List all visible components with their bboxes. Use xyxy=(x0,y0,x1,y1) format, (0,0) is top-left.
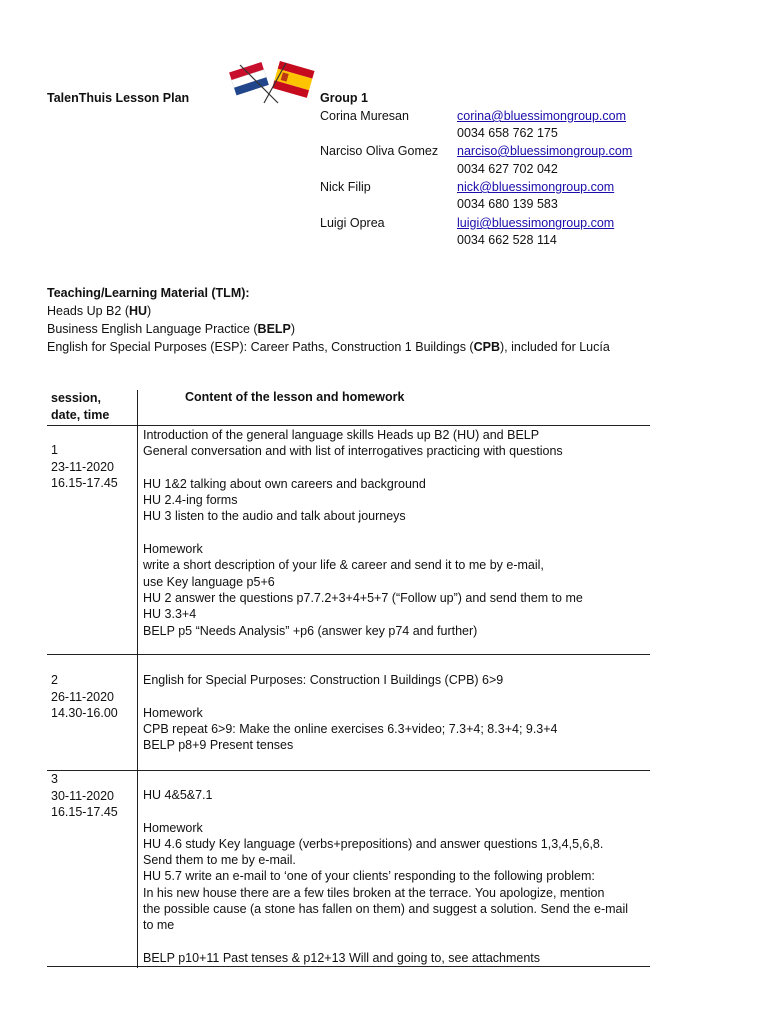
column-divider xyxy=(137,390,138,968)
session-cell: 3 30-11-2020 16.15-17.45 xyxy=(51,772,118,819)
tlm-line-hu: Heads Up B2 (HU) xyxy=(47,304,152,318)
member-name: Narciso Oliva Gomez xyxy=(320,144,439,158)
member-name: Nick Filip xyxy=(320,180,371,194)
group-label: Group 1 xyxy=(320,91,368,105)
tlm-line-cpb: English for Special Purposes (ESP): Career Paths, Construction 1 Buildings (CPB), included for Lucía xyxy=(47,340,610,354)
member-phone: 0034 627 702 042 xyxy=(457,162,558,176)
lesson-table xyxy=(47,390,650,970)
content-cell: Introduction of the general language skills Heads up B2 (HU) and BELP General conversation and with list of interrogatives practicing with questions HU 1&2 talking about own careers and background HU 2.4-ing forms HU 3 listen to the audio and talk about journeys Homework write a short description of your life & career and send it to me by e-mail, use Key language p5+6 HU 2 answer the questions p7.7.2+3+4+5+7 (“Follow up”) and send them to me HU 3.3+4 BELP p5 “Needs Analysis” +p6 (answer key p74 and further) xyxy=(143,428,583,638)
member-phone: 0034 658 762 175 xyxy=(457,126,558,140)
document-title: TalenThuis Lesson Plan xyxy=(47,91,190,105)
member-phone: 0034 662 528 114 xyxy=(457,233,557,247)
tlm-heading: Teaching/Learning Material (TLM): xyxy=(47,286,250,300)
member-email-link[interactable]: luigi@bluessimongroup.com xyxy=(457,216,615,230)
header-session: session, date, time xyxy=(51,391,110,422)
tlm-line-belp: Business English Language Practice (BELP) xyxy=(47,322,296,336)
row-divider xyxy=(47,770,650,771)
session-cell: 2 26-11-2020 14.30-16.00 xyxy=(51,673,118,720)
row-divider xyxy=(47,654,650,655)
member-name: Luigi Oprea xyxy=(320,216,385,230)
content-cell: English for Special Purposes: Construction I Buildings (CPB) 6>9 Homework CPB repeat 6>9: Make the online exercises 6.3+video; 7.3+4; 8.3+4; 9.3+4 BELP p8+9 Present tenses xyxy=(143,673,558,753)
content-cell: HU 4&5&7.1 Homework HU 4.6 study Key language (verbs+prepositions) and answer questions 1,3,4,5,6,8. Send them to me by e-mail. HU 5.7 write an e-mail to ‘one of your clients’ responding to the following problem: In his new house there are a few tiles broken at the terrace. You apologize, mention the possible cause (a stone has fallen on them) and suggest a solution. Send the e-mail to me BELP p10+11 Past tenses & p12+13 Will and going to, see attachments xyxy=(143,788,629,965)
flags-icon xyxy=(226,57,318,105)
row-divider xyxy=(47,425,650,426)
member-phone: 0034 680 139 583 xyxy=(457,197,558,211)
member-name: Corina Muresan xyxy=(320,109,409,123)
netherlands-flag-icon xyxy=(229,62,269,95)
member-email-link[interactable]: narciso@bluessimongroup.com xyxy=(457,144,633,158)
header-content: Content of the lesson and homework xyxy=(185,390,405,404)
spain-flag-icon xyxy=(272,61,314,98)
member-email-link[interactable]: corina@bluessimongroup.com xyxy=(457,109,627,123)
session-cell: 1 23-11-2020 16.15-17.45 xyxy=(51,443,118,490)
member-email-link[interactable]: nick@bluessimongroup.com xyxy=(457,180,615,194)
